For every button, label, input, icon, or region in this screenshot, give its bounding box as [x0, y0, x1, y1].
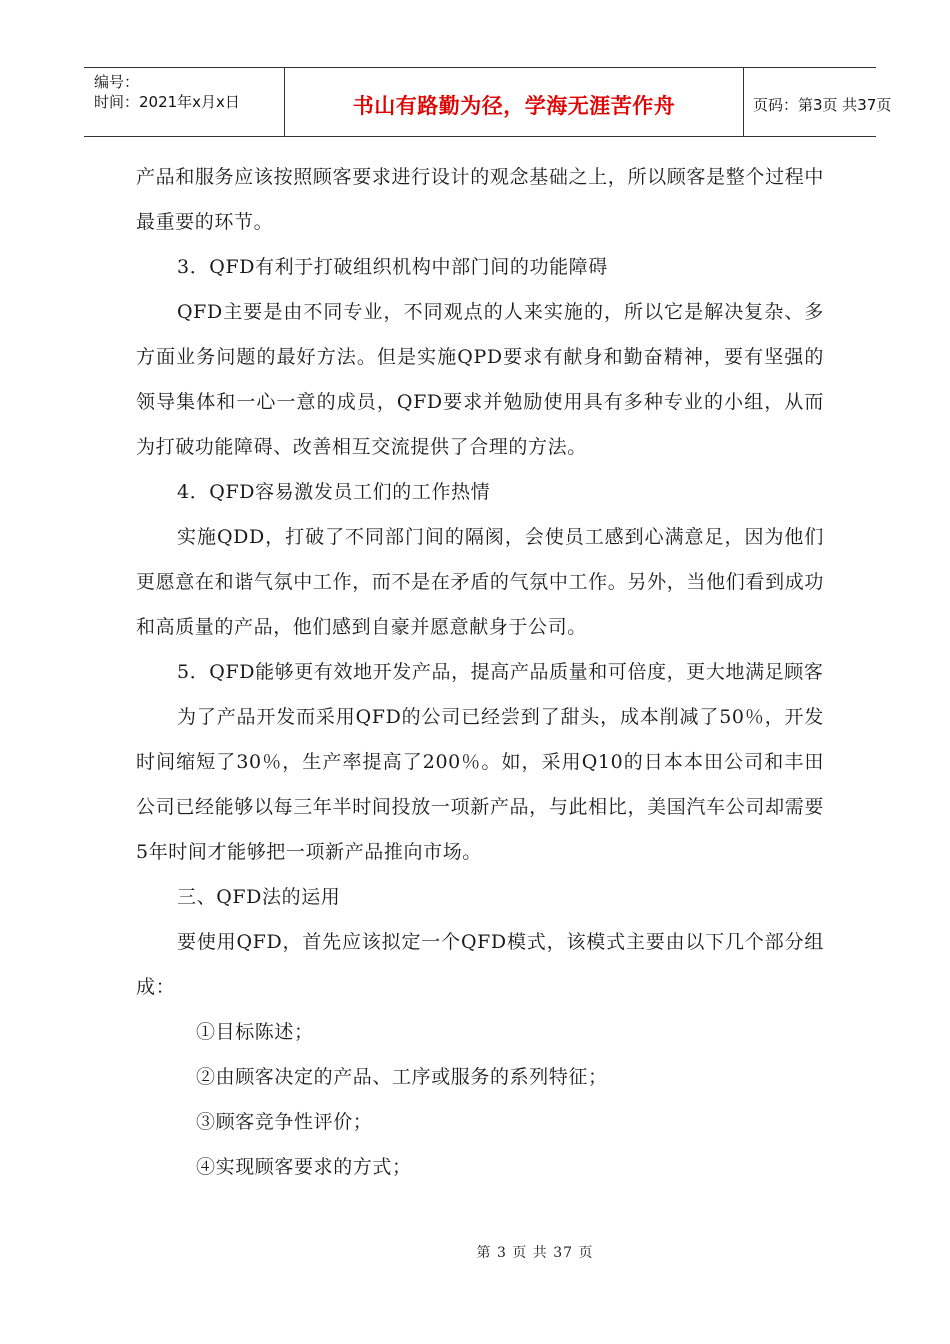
section-heading-5: 5．QFD能够更有效地开发产品，提高产品质量和可倍度，更大地满足顾客: [177, 661, 824, 683]
number-label: 编号：: [94, 73, 140, 91]
header-right-cell: [743, 68, 892, 136]
list-item: ②由顾客决定的产品、工序或服务的系列特征；: [196, 1066, 608, 1088]
paragraph: QFD主要是由不同专业，不同观点的人来实施的，所以它是解决复杂、多方面业务问题的最好方法。但是实施QPD要求有献身和勤奋精神，要有坚强的领导集体和一心一意的成员，QFD要求并勉励使用具有多种专业的小组，从而为打破功能障碍、改善相互交流提供了合理的方法。: [136, 301, 824, 458]
page-info: 页码：第3页 共37页: [753, 96, 892, 114]
paragraph: 实施QDD，打破了不同部门间的隔阂，会使员工感到心满意足，因为他们更愿意在和谐气氛中工作，而不是在矛盾的气氛中工作。另外，当他们看到成功和高质量的产品，他们感到自豪并愿意献身于公司。: [136, 526, 824, 638]
time-label: 时间：2021年x月x日: [94, 93, 240, 111]
list-item: ③顾客竞争性评价；: [196, 1111, 373, 1133]
document-body: [136, 155, 824, 1190]
paragraph-continuation: 产品和服务应该按照顾客要求进行设计的观念基础之上，所以顾客是整个过程中最重要的环节。: [136, 166, 824, 233]
page-footer: 第 3 页 共 37 页: [476, 1245, 594, 1261]
paragraph: 为了产品开发而采用QFD的公司已经尝到了甜头，成本削减了50％，开发时间缩短了30％，生产率提高了200％。如，采用Q10的日本本田公司和丰田公司已经能够以每三年半时间投放一项新产品，与此相比，美国汽车公司却需要5年时间才能够把一项新产品推向市场。: [136, 706, 824, 863]
paragraph: 要使用QFD，首先应该拟定一个QFD模式，该模式主要由以下几个部分组成：: [136, 931, 824, 998]
section-heading-4: 4．QFD容易激发员工们的工作热情: [177, 481, 491, 503]
header-left-cell: [84, 68, 284, 136]
header-middle-cell: [284, 68, 744, 136]
list-item: ④实现顾客要求的方式；: [196, 1156, 412, 1178]
document-header: [84, 67, 892, 137]
list-item: ①目标陈述；: [196, 1021, 314, 1043]
motto-text: 书山有路勤为径，学海无涯苦作舟: [352, 94, 676, 118]
section-heading-3: 3．QFD有利于打破组织机构中部门间的功能障碍: [177, 256, 608, 278]
chapter-heading: 三、QFD法的运用: [177, 886, 341, 908]
